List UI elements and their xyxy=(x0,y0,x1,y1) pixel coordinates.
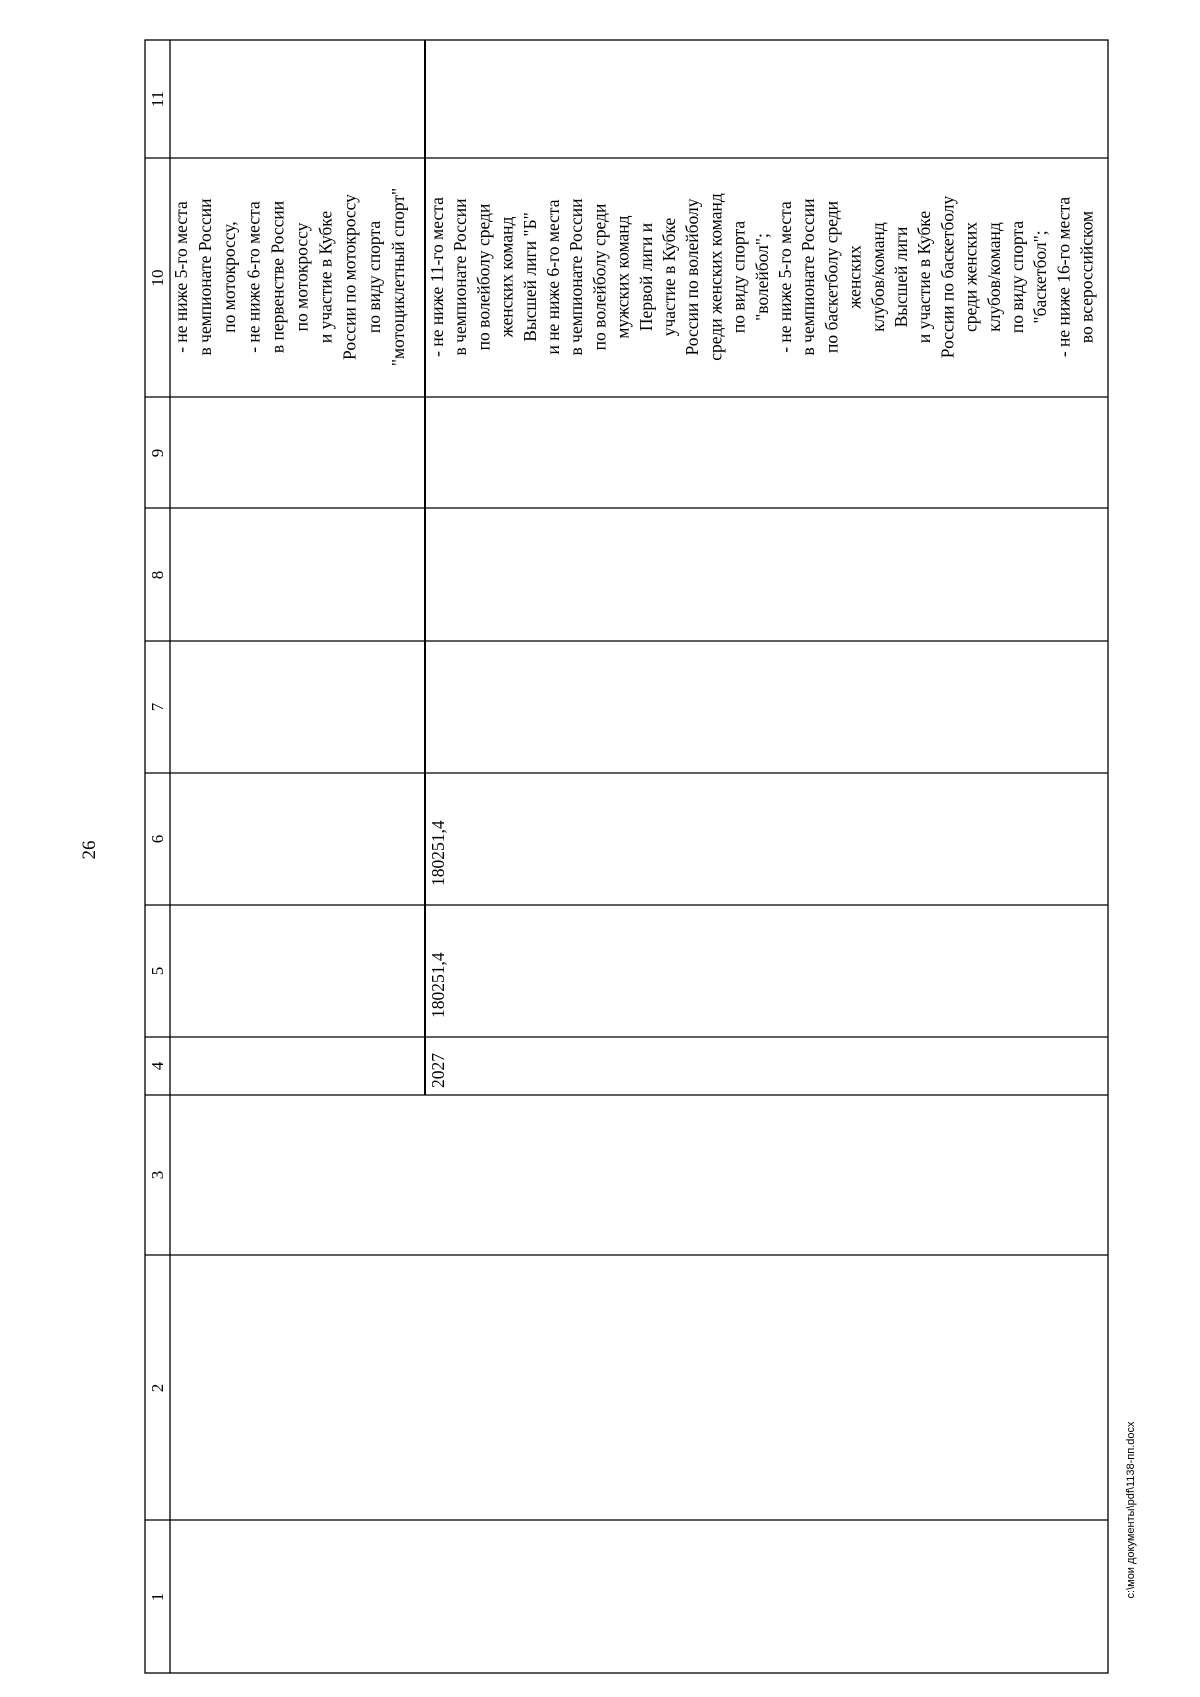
cell-text-line: России по волейболу xyxy=(682,198,703,356)
column-number-header: 9 xyxy=(148,448,167,458)
column-number-header: 1 xyxy=(148,1592,167,1602)
cell-text-line: Первой лиги и xyxy=(635,222,656,332)
cell-text-line: женских команд xyxy=(496,216,517,338)
cell-text-line: Высшей лиги xyxy=(891,226,911,328)
cell-row1-col10 xyxy=(171,188,408,366)
cell-text-line: - не ниже 6-го места xyxy=(243,201,264,353)
cell-row2-col6: 180251,4 xyxy=(428,820,448,886)
page-number: 26 xyxy=(79,840,100,860)
cell-text-line: по баскетболу среди xyxy=(821,200,842,354)
cell-text-line: в первенстве России xyxy=(267,200,288,354)
cell-text-line: - не ниже 5-го места xyxy=(775,201,795,353)
cell-text-line: и не ниже 6-го места xyxy=(543,199,563,355)
cell-text-line: по мотокроссу, xyxy=(219,221,240,333)
cell-text-line: "мотоциклетный спорт" xyxy=(387,187,408,367)
footer-file-path: c:\мои документы\pdf\1138-пп.docx xyxy=(1125,1421,1137,1599)
column-number-header: 3 xyxy=(148,1170,167,1180)
cell-text-line: по волейболу среди xyxy=(473,203,494,351)
cell-row2-col10 xyxy=(427,193,1097,361)
cell-text-line: и участие в Кубке xyxy=(914,210,935,344)
cell-text-line: по виду спорта xyxy=(728,220,749,334)
cell-text-line: участие в Кубке xyxy=(659,217,679,337)
cell-text-line: во всероссийском xyxy=(1076,210,1097,344)
column-number-header: 10 xyxy=(148,269,167,287)
cell-text-line: мужских команд xyxy=(612,215,633,339)
cell-text-line: России по мотокроссу xyxy=(339,194,360,360)
cell-text-line: - не ниже 5-го места xyxy=(171,201,191,353)
cell-text-line: по виду спорта xyxy=(1007,220,1027,334)
cell-text-line: клубов/команд xyxy=(983,222,1004,332)
cell-text-line: Высшей лиги "Б" xyxy=(519,212,540,342)
cell-text-line: - не ниже 16-го места xyxy=(1053,196,1074,358)
cell-text-line: по мотокроссу xyxy=(291,222,312,332)
cell-row2-col5: 180251,4 xyxy=(428,952,448,1018)
cell-text-line: женских xyxy=(844,245,865,309)
cell-row2-col4: 2027 xyxy=(428,1053,448,1088)
column-number-header: 8 xyxy=(148,570,167,580)
cell-text-line: среди женских команд xyxy=(705,193,726,361)
cell-text-line: среди женских xyxy=(960,221,981,333)
column-number-header: 6 xyxy=(148,834,167,844)
cell-text-line: России по баскетболу xyxy=(937,195,958,359)
cell-text-line: в чемпионате России xyxy=(195,198,216,356)
cell-text-line: в чемпионате России xyxy=(450,198,471,356)
cell-text-line: по виду спорта xyxy=(363,220,384,334)
cell-text-line: "баскетбол"; xyxy=(1030,230,1051,324)
cell-text-line: в чемпионате России xyxy=(566,198,587,356)
column-number-header: 4 xyxy=(148,1061,167,1071)
column-number-header: 5 xyxy=(148,966,167,976)
cell-text-line: в чемпионате России xyxy=(798,198,819,356)
column-number-header: 11 xyxy=(148,90,167,108)
cell-text-line: "волейбол"; xyxy=(751,233,772,321)
cell-text-line: клубов/команд xyxy=(867,222,888,332)
cell-text-line: по волейболу среди xyxy=(589,203,610,351)
cell-text-line: и участие в Кубке xyxy=(315,210,336,344)
column-number-header: 2 xyxy=(148,1383,167,1393)
cell-text-line: - не ниже 11-го места xyxy=(427,197,447,357)
column-number-header: 7 xyxy=(148,702,167,712)
